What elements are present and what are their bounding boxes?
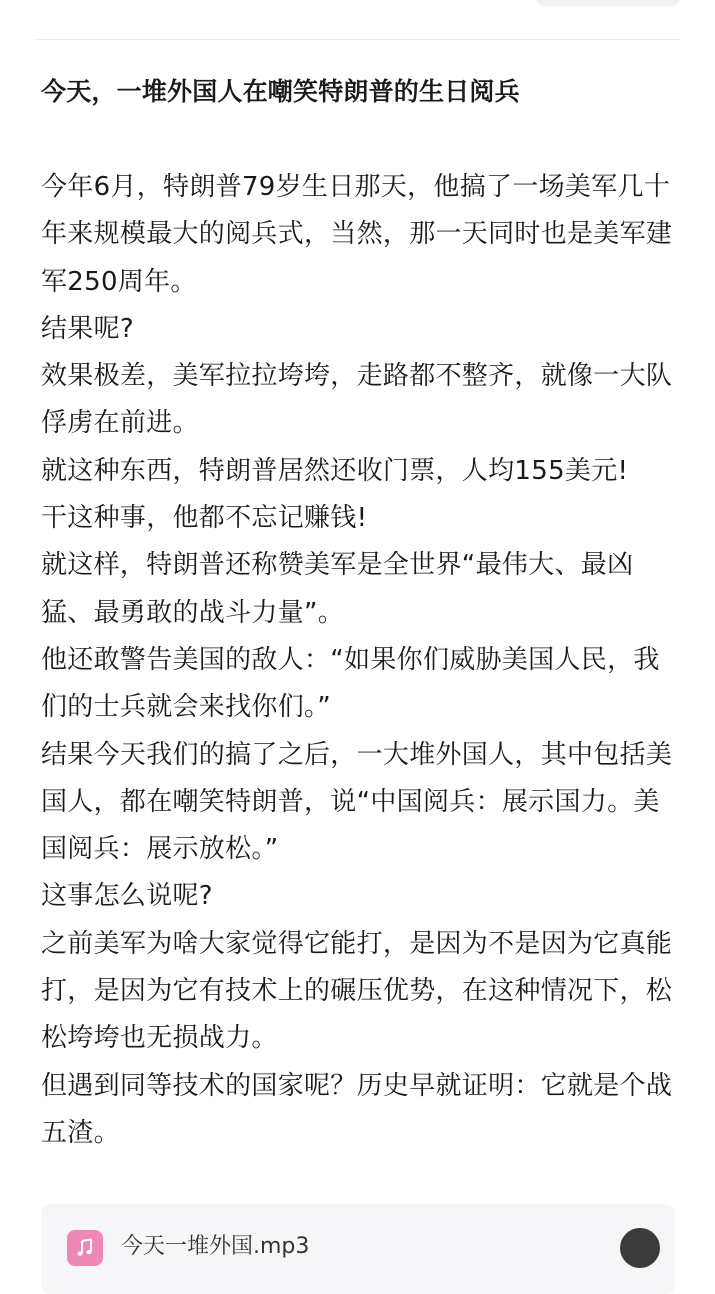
paragraph: 结果今天我们的搞了之后，一大堆外国人，其中包括美国人，都在嘲笑特朗普，说“中国阅兵：展示国力。美国阅兵：展示放松。” — [41, 739, 673, 865]
article-body — [41, 164, 681, 1157]
paragraph: 但遇到同等技术的国家呢？历史早就证明：它就是个战五渣。 — [41, 1070, 673, 1148]
paragraph: 他还敢警告美国的敌人：“如果你们威胁美国人民，我们的士兵就会来找你们。” — [41, 644, 660, 723]
audio-attachment[interactable] — [41, 1204, 675, 1294]
paragraph: 干这种事，他都不忘记赚钱! — [41, 503, 368, 534]
paragraph: 结果呢? — [41, 313, 134, 344]
music-note-icon — [67, 1230, 103, 1266]
paragraph: 这事怎么说呢? — [41, 881, 213, 912]
top-bar — [0, 0, 715, 40]
play-icon[interactable] — [620, 1228, 660, 1268]
paragraph: 今年6月，特朗普79岁生日那天，他搞了一场美军几十年来规模最大的阅兵式，当然，那一天同时也是美军建军250周年。 — [41, 172, 673, 297]
paragraph: 就这样，特朗普还称赞美军是全世界“最伟大、最凶猛、最勇敢的战斗力量”。 — [41, 550, 634, 628]
audio-file-name[interactable]: 今天一堆外国.mp3 — [121, 1234, 310, 1259]
top-search-pill[interactable] — [535, 0, 681, 6]
article-title: 今天，一堆外国人在嘲笑特朗普的生日阅兵 — [41, 77, 520, 106]
paragraph: 之前美军为啥大家觉得它能打，是因为不是因为它真能打，是因为它有技术上的碾压优势，在这种情况下，松松垮垮也无损战力。 — [41, 928, 673, 1054]
top-divider — [34, 39, 681, 40]
paragraph: 就这种东西，特朗普居然还收门票，人均155美元! — [41, 455, 629, 486]
article — [41, 70, 681, 1157]
paragraph: 效果极差，美军拉拉垮垮，走路都不整齐，就像一大队俘虏在前进。 — [41, 361, 673, 439]
